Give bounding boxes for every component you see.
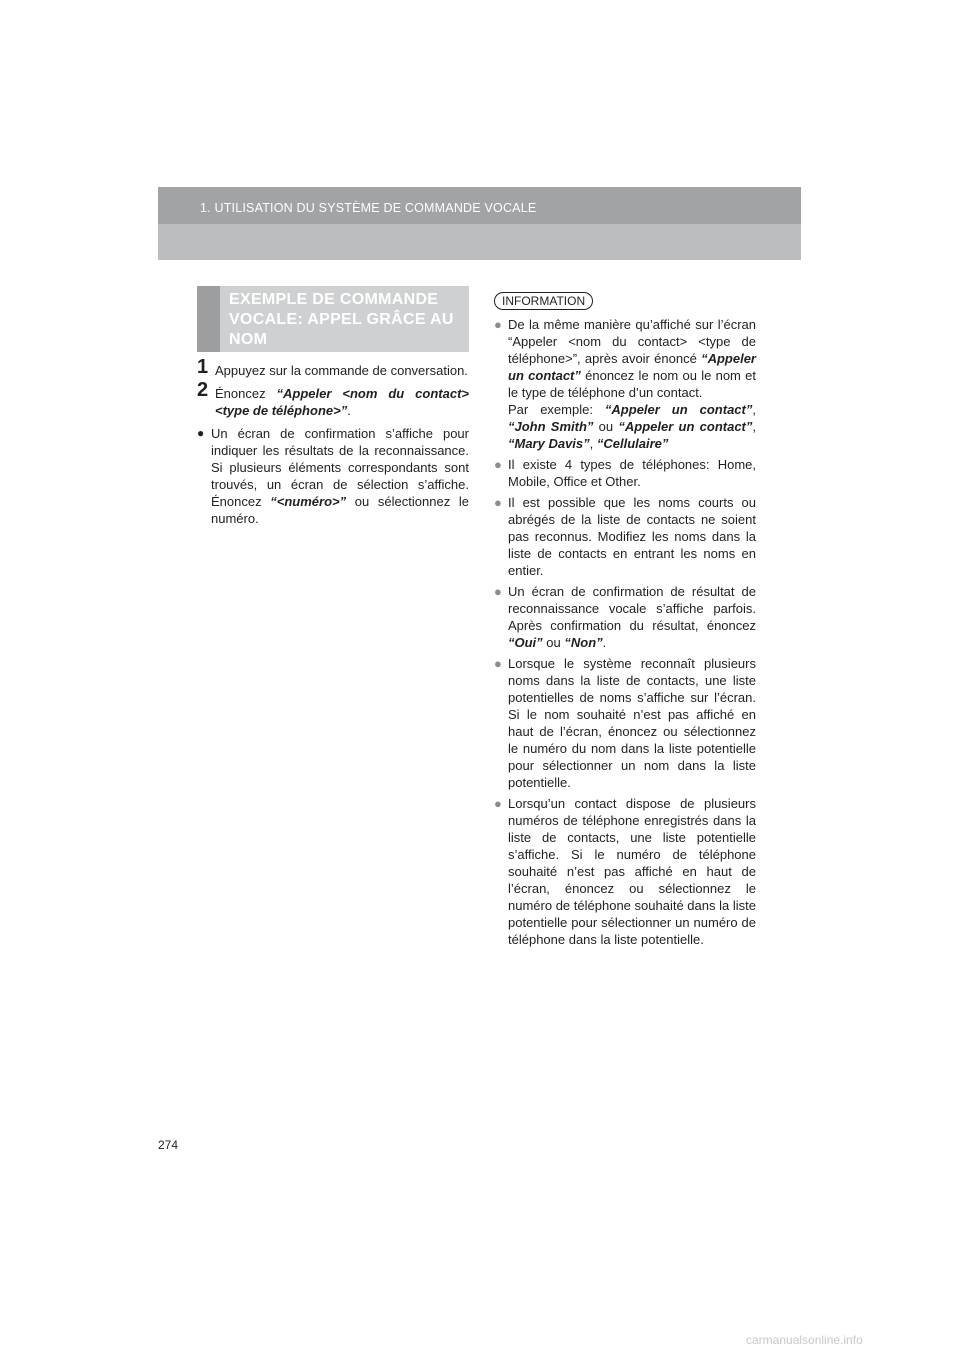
- header-bar: [158, 187, 801, 260]
- section-heading: [197, 286, 469, 352]
- info-command: “Appeler un contact”: [604, 402, 753, 417]
- info-command: “Appeler un contact”: [508, 351, 756, 383]
- info-text: De la même manière qu’affiché sur l’écran “Appeler <nom du contact> <type de téléphone>”, après avoir énoncé: [508, 317, 756, 366]
- section-title: EXEMPLE DE COMMANDE VOCALE: APPEL GRÂCE AU NOM: [229, 291, 454, 348]
- step-2: [197, 379, 469, 419]
- info-text: ,: [752, 419, 756, 434]
- info-dot-icon: ●: [494, 457, 502, 472]
- info-command: “John Smith”: [508, 419, 594, 434]
- bullet-command: “<numéro>”: [270, 494, 347, 509]
- left-column: [197, 356, 469, 527]
- chapter-title: 1. UTILISATION DU SYSTÈME DE COMMANDE VOCALE: [200, 201, 537, 215]
- bullet-item: [197, 425, 469, 527]
- step-1: [197, 356, 469, 379]
- info-item: [494, 655, 756, 791]
- bullet-text: Un écran de confirmation s’affiche pour indiquer les résultats de la reconnaissance. Si plusieurs éléments correspondants sont trouvés, un écran de sélection s’affiche. Énoncez: [211, 426, 469, 509]
- info-item: [494, 795, 756, 948]
- info-dot-icon: ●: [494, 317, 502, 332]
- info-item: [494, 316, 756, 452]
- info-text: Par exemple:: [508, 402, 605, 417]
- step-text: Énoncez: [215, 386, 277, 401]
- section-accent: [197, 286, 220, 352]
- step-number: 2: [197, 379, 209, 401]
- step-text: .: [347, 403, 351, 418]
- info-text: Un écran de confirmation de résultat de reconnaissance vocale s’affiche parfois. Après confirmation du résultat, énoncez: [508, 584, 756, 633]
- info-text: ,: [752, 402, 756, 417]
- info-text: Lorsque le système reconnaît plusieurs noms dans la liste de contacts, une liste potentielles de noms s’affiche sur l’écran. Si le nom souhaité n’est pas affiché en haut de l’écran, énoncez ou sélectionnez le numéro du nom dans la liste potentielle pour sélectionner un nom dans la liste potentielle.: [508, 656, 756, 790]
- info-text: Il existe 4 types de téléphones: Home, Mobile, Office et Other.: [508, 457, 756, 489]
- info-text: Il est possible que les noms courts ou abrégés de la liste de contacts ne soient pas reconnus. Modifiez les noms dans la liste de contacts en entrant les noms en entier.: [508, 495, 756, 578]
- information-column: [494, 292, 756, 952]
- info-command: “Appeler un contact”: [618, 419, 753, 434]
- info-text: .: [602, 635, 607, 650]
- header-strip: [158, 187, 801, 224]
- info-text: ,: [589, 436, 597, 451]
- info-command: “Non”: [564, 635, 603, 650]
- bullet-dot-icon: ●: [197, 426, 205, 440]
- info-dot-icon: ●: [494, 495, 502, 510]
- info-dot-icon: ●: [494, 796, 502, 811]
- page-number: 274: [158, 1138, 179, 1152]
- info-command: “Oui”: [508, 635, 543, 650]
- watermark: carmanualsonline.info: [746, 1333, 863, 1347]
- info-item: [494, 583, 756, 651]
- step-text: Appuyez sur la commande de conversation.: [215, 363, 468, 378]
- info-text: ou: [593, 419, 619, 434]
- info-dot-icon: ●: [494, 656, 502, 671]
- info-command: “Mary Davis”: [508, 436, 590, 451]
- info-text: énoncez le nom ou le nom et le type de téléphone d’un contact.: [508, 368, 756, 400]
- bullet-text: ou sélectionnez le numéro.: [211, 494, 469, 526]
- step-command: “Appeler <nom du contact> <type de téléphone>”: [215, 386, 469, 418]
- info-item: [494, 456, 756, 490]
- info-dot-icon: ●: [494, 584, 502, 599]
- info-text: ou: [542, 635, 565, 650]
- info-text: Lorsqu’un contact dispose de plusieurs numéros de téléphone enregistrés dans la liste de contacts, une liste potentielle s’affiche. Si le numéro de téléphone souhaité n’est pas affiché en haut de l’écran, énoncez ou sélectionnez le numéro de téléphone souhaité dans la liste potentielle pour sélectionner un numéro de téléphone dans la liste potentielle.: [508, 796, 756, 947]
- info-item: [494, 494, 756, 579]
- step-number: 1: [197, 356, 209, 378]
- information-badge: INFORMATION: [494, 292, 593, 310]
- info-command: “Cellulaire”: [596, 436, 669, 451]
